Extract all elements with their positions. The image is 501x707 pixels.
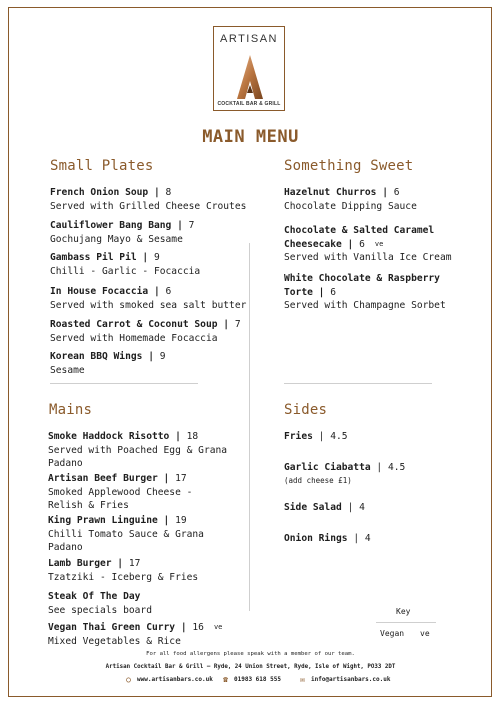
phone-icon: ☎: [223, 675, 228, 684]
menu-item: Lamb Burger | 17 Tzatziki - Iceberg & Fries: [48, 558, 199, 583]
heading-small-plates: Small Plates: [50, 158, 154, 174]
menu-item: Vegan Thai Green Curry | 16 ve Mixed Vegetables & Rice: [48, 622, 223, 647]
key-ve: ve: [420, 629, 430, 638]
page-title: MAIN MENU: [202, 127, 299, 147]
website-contact[interactable]: ○ www.artisanbars.co.uk: [124, 675, 213, 684]
email-contact[interactable]: ✉ info@artisanbars.co.uk: [298, 675, 390, 684]
logo-a-mark-icon: [237, 55, 263, 99]
vegan-tag: ve: [213, 623, 223, 631]
menu-item: Garlic Ciabatta | 4.5 (add cheese £1): [284, 462, 406, 485]
logo-tagline: COCKTAIL BAR & GRILL: [217, 101, 281, 107]
key-vegan: Vegan: [380, 629, 405, 638]
menu-item: King Prawn Linguine | 19 Chilli Tomato Sauce & Grana Padano: [48, 515, 204, 553]
menu-item: Steak Of The Day See specials board: [48, 591, 152, 616]
menu-item: White Chocolate & Raspberry Torte | 6 Served with Champagne Sorbet: [284, 273, 446, 311]
vegan-tag: ve: [374, 239, 384, 248]
menu-item: Side Salad | 4: [284, 502, 365, 513]
menu-item: Roasted Carrot & Coconut Soup | 7 Served with Homemade Focaccia: [50, 319, 241, 344]
key-divider: [376, 622, 436, 623]
menu-item: Chocolate & Salted Caramel Cheesecake | 6 ve Served with Vanilla Ice Cream: [284, 225, 452, 263]
heading-mains: Mains: [49, 402, 93, 418]
envelope-icon: ✉: [300, 675, 305, 684]
menu-item: Fries | 4.5: [284, 431, 348, 442]
allergen-notice: For all food allergens please speak with a member of our team.: [146, 651, 355, 657]
section-divider: [50, 383, 198, 384]
heading-something-sweet: Something Sweet: [284, 158, 414, 174]
menu-item: Cauliflower Bang Bang | 7 Gochujang Mayo & Sesame: [50, 220, 195, 245]
menu-item: Hazelnut Churros | 6 Chocolate Dipping Sauce: [284, 187, 417, 212]
menu-item: In House Focaccia | 6 Served with smoked sea salt butter: [50, 286, 247, 311]
address: Artisan Cocktail Bar & Grill – Ryde, 24 Union Street, Ryde, Isle of Wight, PO33 2DT: [105, 664, 396, 670]
key-label: Key: [396, 607, 411, 616]
column-divider: [249, 243, 250, 611]
logo-word: ARTISAN: [220, 33, 278, 45]
menu-item: Smoke Haddock Risotto | 18 Served with Poached Egg & Grana Padano: [48, 431, 228, 469]
phone-contact[interactable]: ☎ 01983 618 555: [221, 675, 281, 684]
section-divider: [284, 383, 432, 384]
menu-item: Korean BBQ Wings | 9 Sesame: [50, 351, 166, 376]
heading-sides: Sides: [284, 402, 328, 418]
menu-item: Onion Rings | 4: [284, 533, 371, 544]
artisan-logo: [213, 26, 285, 111]
globe-icon: ○: [126, 675, 131, 684]
menu-item: Gambass Pil Pil | 9 Chilli - Garlic - Focaccia: [50, 252, 201, 277]
menu-item: French Onion Soup | 8 Served with Grilled Cheese Croutes: [50, 187, 247, 212]
menu-item: Artisan Beef Burger | 17 Smoked Applewood Cheese - Relish & Fries: [48, 473, 193, 511]
